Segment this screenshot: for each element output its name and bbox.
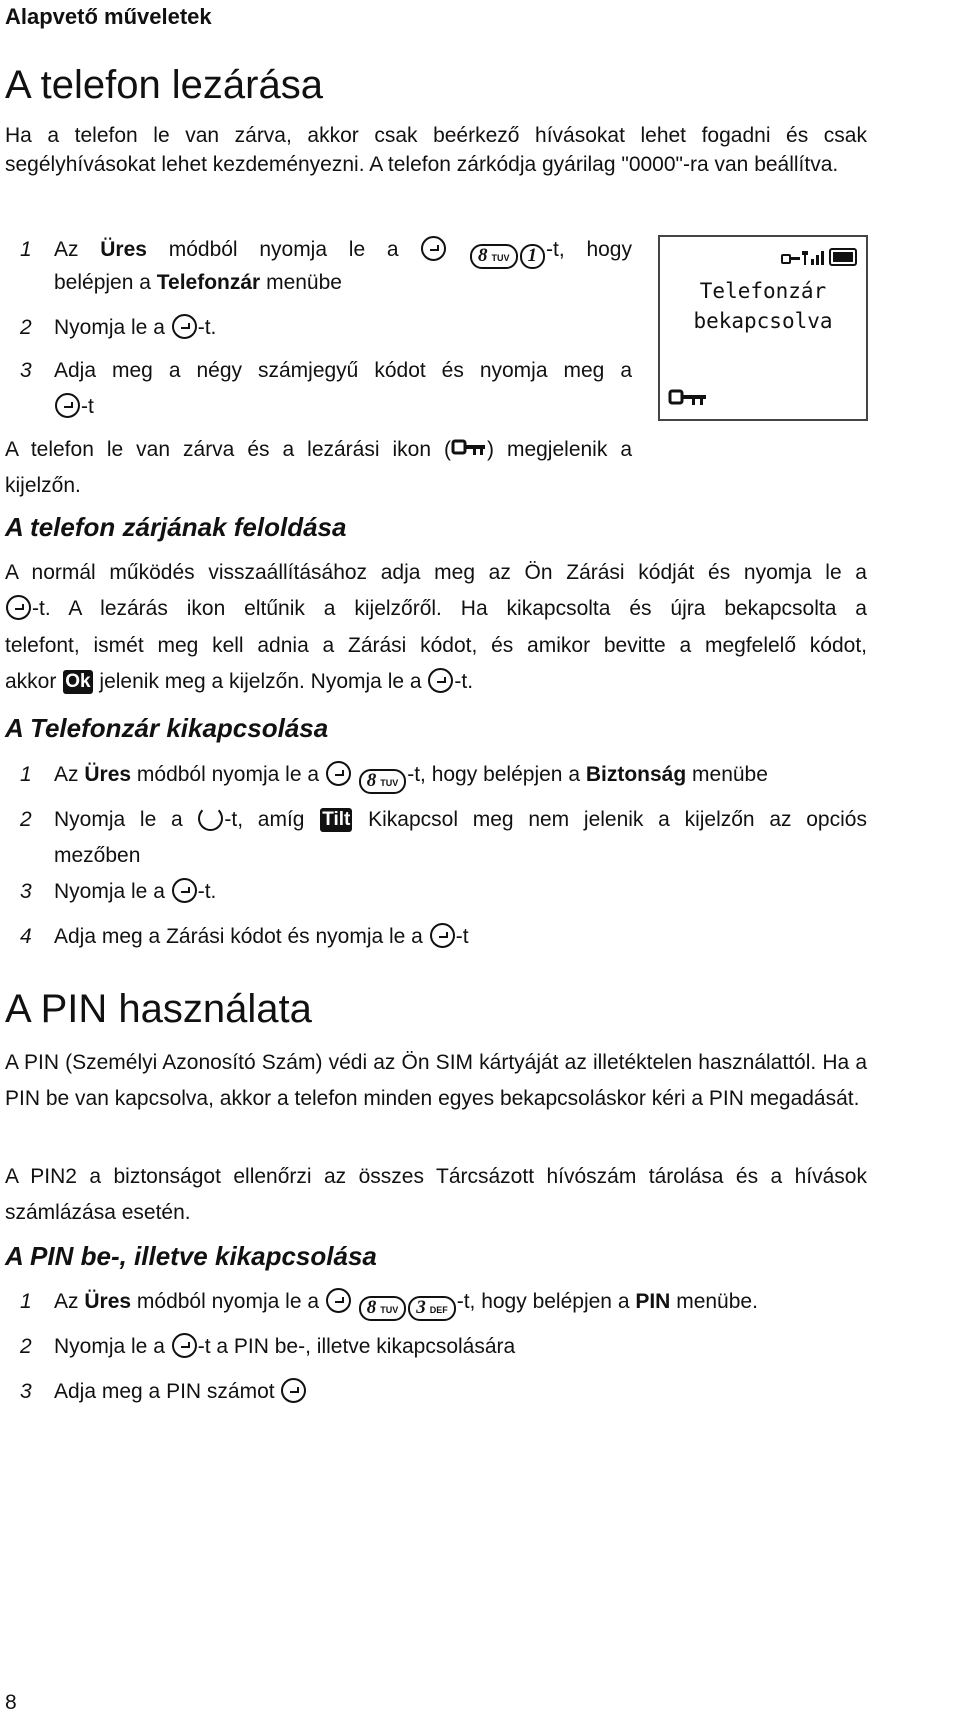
page-number: 8 [5,1691,17,1714]
lock-step-1-line2: belépjen a Telefonzár menübe [54,271,342,294]
unlock-line-3: telefont, ismét meg kell adnia a Zárási kódot, és amikor bevitte a megfelelő kódot, [5,634,867,657]
pin-paragraph-1: A PIN (Személyi Azonosító Szám) védi az Ön SIM kártyáját az illetéktelen használattól. Ha a PIN be van kapcsolva, akkor a telefon minden egyes bekapcsoláskor kéri a PIN megadását. [5,1051,867,1110]
unlock-title: A telefon zárjának feloldása [5,512,347,542]
softkey-icon [172,878,197,903]
lock-off-step-4: 4 Adja meg a Zárási kódot és nyomja le a -t [20,925,469,948]
key-lock-icon [668,387,710,409]
lock-off-step-1: 1 Az Üres módból nyomja le a 8 TUV -t, hogy belépjen a Biztonság menübe [20,760,768,794]
section-header: Alapvető műveletek [5,4,212,29]
lock-intro: Ha a telefon le van zárva, akkor csak beérkező hívásokat lehet fogadni és csak segélyhívásokat lehet kezdeményezni. A telefon zárkódja gyárilag "0000"-ra van beállítva. [5,124,867,176]
key-1-icon: 1 [520,244,546,269]
pin-onoff-title: A PIN be-, illetve kikapcsolása [5,1241,377,1271]
lock-result-line2: kijelzőn. [5,474,81,497]
lock-step-3-line1: 3 Adja meg a négy számjegyű kódot és nyomja meg a [20,359,632,382]
lock-step-1-line1: 1 Az Üres módból nyomja le a 8 TUV 1 -t, hogy [20,235,632,269]
key-8-icon: 8 TUV [359,769,407,794]
pin-onoff-step-1: 1 Az Üres módból nyomja le a 8 TUV 3 DEF -t, hogy belépjen a PIN menübe. [20,1287,758,1321]
display-line-2: bekapcsolva [693,309,833,333]
unlock-line-1: A normál működés visszaállításához adja meg az Ön Zárási kódját és nyomja le a [5,561,867,584]
softkey-icon [421,236,446,261]
unlock-line-4: akkor Ok jelenik meg a kijelzőn. Nyomja le a -t. [5,670,474,693]
tilt-badge: Tilt [322,809,351,830]
lock-title: A telefon lezárása [5,63,323,107]
lock-result-line1: A telefon le van zárva és a lezárási ikon ( ) megjelenik a [5,438,632,461]
lock-off-step-2-line2: mezőben [54,844,141,867]
key-lock-icon [451,438,487,458]
display-line-1: Telefonzár [699,279,827,303]
softkey-icon [172,314,197,339]
unlock-line-2: -t. A lezárás ikon eltűnik a kijelzőről. Ha kikapcsolta és újra bekapcsolta a [5,594,867,623]
softkey-icon [326,761,351,786]
lock-off-step-3: 3 Nyomja le a -t. [20,880,217,903]
softkey-icon [281,1378,306,1403]
softkey-icon [6,595,31,620]
softkey-icon [428,668,453,693]
lock-step-3-line2: -t [54,392,94,421]
pin-onoff-step-3: 3 Adja meg a PIN számot [20,1377,307,1406]
key-3-icon: 3 DEF [408,1296,456,1321]
status-icons [780,245,860,269]
softkey-icon [172,1333,197,1358]
ok-badge: Ok [65,671,91,692]
lock-off-step-2-line1: 2 Nyomja le a -t, amíg Tilt Kikapcsol meg nem jelenik a kijelzőn az opciós [20,808,867,831]
pin-title: A PIN használata [5,987,312,1031]
pin-paragraph-2: A PIN2 a biztonságot ellenőrzi az összes Tárcsázott hívószám tárolása és a hívások számlázása esetén. [5,1165,867,1224]
pin-onoff-step-2: 2 Nyomja le a -t a PIN be-, illetve kikapcsolására [20,1335,516,1358]
softkey-icon [55,393,80,418]
lock-off-title: A Telefonzár kikapcsolása [5,713,329,743]
lock-step-2: 2 Nyomja le a -t. [20,316,217,339]
key-8-icon: 8 TUV [359,1296,407,1321]
phone-display [658,235,868,421]
nav-key-icon [198,806,223,831]
softkey-icon [326,1288,351,1313]
softkey-icon [430,923,455,948]
key-8-icon: 8 TUV [470,244,518,269]
